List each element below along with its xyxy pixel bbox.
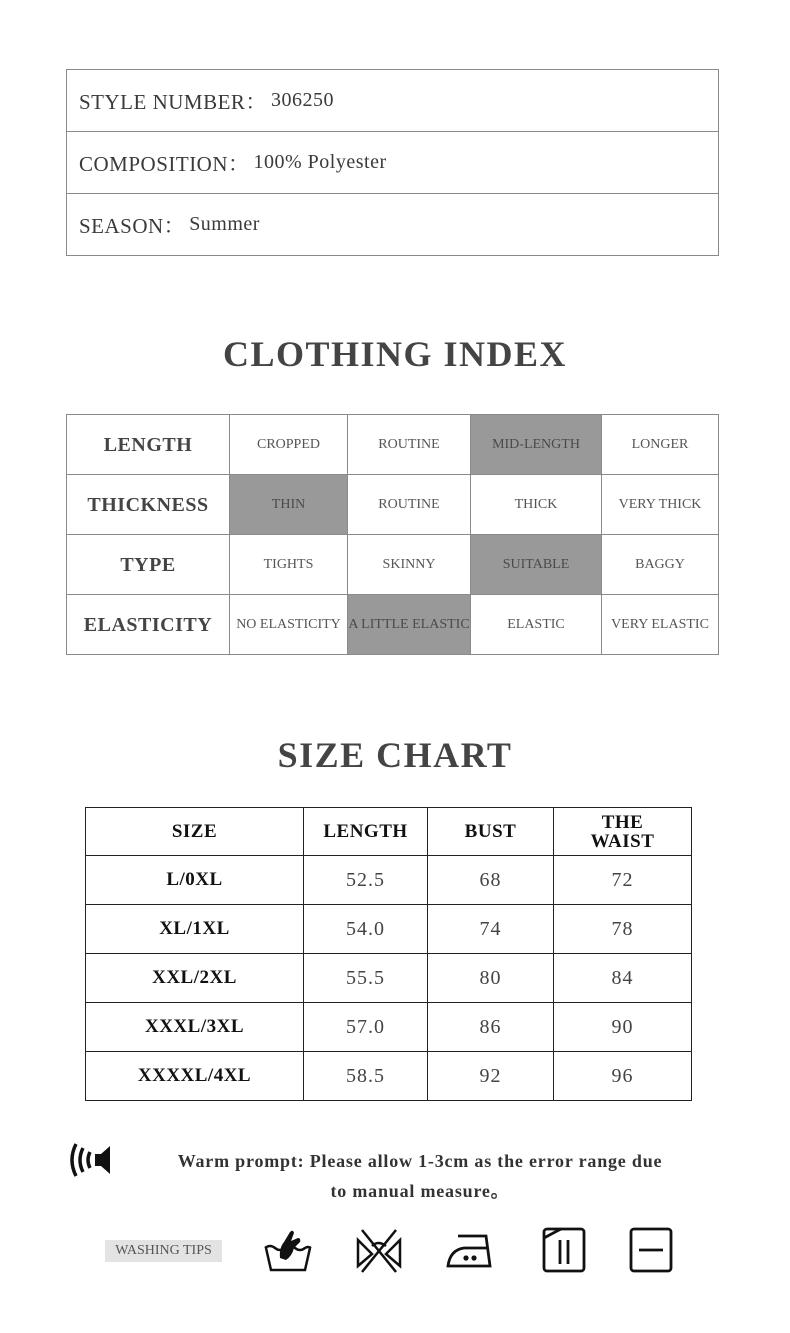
index-option-selected: SUITABLE [471, 535, 602, 595]
size-chart-row [86, 905, 692, 954]
index-row-label: THICKNESS [67, 475, 230, 535]
size-chart-row [86, 1003, 692, 1052]
index-row-label: ELASTICITY [67, 595, 230, 655]
measure-cell: 74 [428, 905, 554, 954]
speaker-icon [66, 1138, 114, 1182]
washing-tips-label: WASHING TIPS [105, 1240, 222, 1262]
size-chart-row [86, 856, 692, 905]
clothing-index-title: CLOTHING INDEX [222, 334, 568, 374]
measure-cell: 96 [554, 1052, 692, 1101]
style-number-row [67, 70, 718, 132]
size-cell: XL/1XL [86, 905, 304, 954]
index-option: NO ELASTICITY [230, 595, 348, 655]
do-not-bleach-icon [354, 1226, 406, 1274]
measure-cell: 54.0 [304, 905, 428, 954]
index-option: ROUTINE [348, 415, 471, 475]
index-option: CROPPED [230, 415, 348, 475]
index-option: ROUTINE [348, 475, 471, 535]
measure-cell: 90 [554, 1003, 692, 1052]
measure-cell: 92 [428, 1052, 554, 1101]
clothing-index-table [66, 414, 719, 655]
drip-dry-icon [539, 1226, 591, 1274]
measure-cell: 72 [554, 856, 692, 905]
clothing-index-row [67, 415, 719, 475]
info-value: Summer [189, 213, 260, 235]
index-option-selected: A LITTLE ELASTIC [348, 595, 471, 655]
index-option-selected: MID-LENGTH [471, 415, 602, 475]
measure-cell: 58.5 [304, 1052, 428, 1101]
dry-flat-icon [626, 1226, 678, 1274]
season-row [67, 194, 718, 255]
index-row-label: LENGTH [67, 415, 230, 475]
size-cell: L/0XL [86, 856, 304, 905]
clothing-index-row [67, 475, 719, 535]
size-cell: XXXL/3XL [86, 1003, 304, 1052]
info-key: COMPOSITION： [79, 151, 250, 176]
measure-cell: 84 [554, 954, 692, 1003]
measure-cell: 78 [554, 905, 692, 954]
iron-low-heat-icon [444, 1226, 496, 1274]
size-cell: XXXXL/4XL [86, 1052, 304, 1101]
clothing-index-row [67, 595, 719, 655]
size-chart-row [86, 1052, 692, 1101]
info-key: SEASON： [79, 213, 186, 238]
size-chart-table [85, 807, 692, 1101]
index-option: THICK [471, 475, 602, 535]
index-option: BAGGY [602, 535, 719, 595]
size-chart-title: SIZE CHART [277, 735, 513, 775]
warm-prompt-line1: Warm prompt: Please allow 1-3cm as the error range due [177, 1151, 663, 1171]
size-header: SIZE [86, 808, 304, 856]
measure-cell: 80 [428, 954, 554, 1003]
size-chart-row [86, 954, 692, 1003]
index-option: VERY ELASTIC [602, 595, 719, 655]
index-option: SKINNY [348, 535, 471, 595]
index-option: VERY THICK [602, 475, 719, 535]
index-option: LONGER [602, 415, 719, 475]
hand-wash-icon [262, 1226, 314, 1274]
measure-cell: 86 [428, 1003, 554, 1052]
measure-cell: 55.5 [304, 954, 428, 1003]
measure-cell: 52.5 [304, 856, 428, 905]
size-cell: XXL/2XL [86, 954, 304, 1003]
warm-prompt [120, 1146, 720, 1206]
composition-row [67, 132, 718, 194]
bust-header: BUST [428, 808, 554, 856]
index-row-label: TYPE [67, 535, 230, 595]
measure-cell: 68 [428, 856, 554, 905]
index-option-selected: THIN [230, 475, 348, 535]
measure-cell: 57.0 [304, 1003, 428, 1052]
waist-header: THE WAIST [554, 808, 692, 856]
clothing-index-row [67, 535, 719, 595]
length-header: LENGTH [304, 808, 428, 856]
product-info-box [66, 69, 719, 256]
warm-prompt-line2: to manual measure。 [330, 1181, 510, 1201]
index-option: TIGHTS [230, 535, 348, 595]
size-chart-header-row [86, 808, 692, 856]
index-option: ELASTIC [471, 595, 602, 655]
info-value: 100% Polyester [253, 151, 387, 173]
info-value: 306250 [270, 89, 334, 111]
info-key: STYLE NUMBER： [79, 89, 267, 114]
